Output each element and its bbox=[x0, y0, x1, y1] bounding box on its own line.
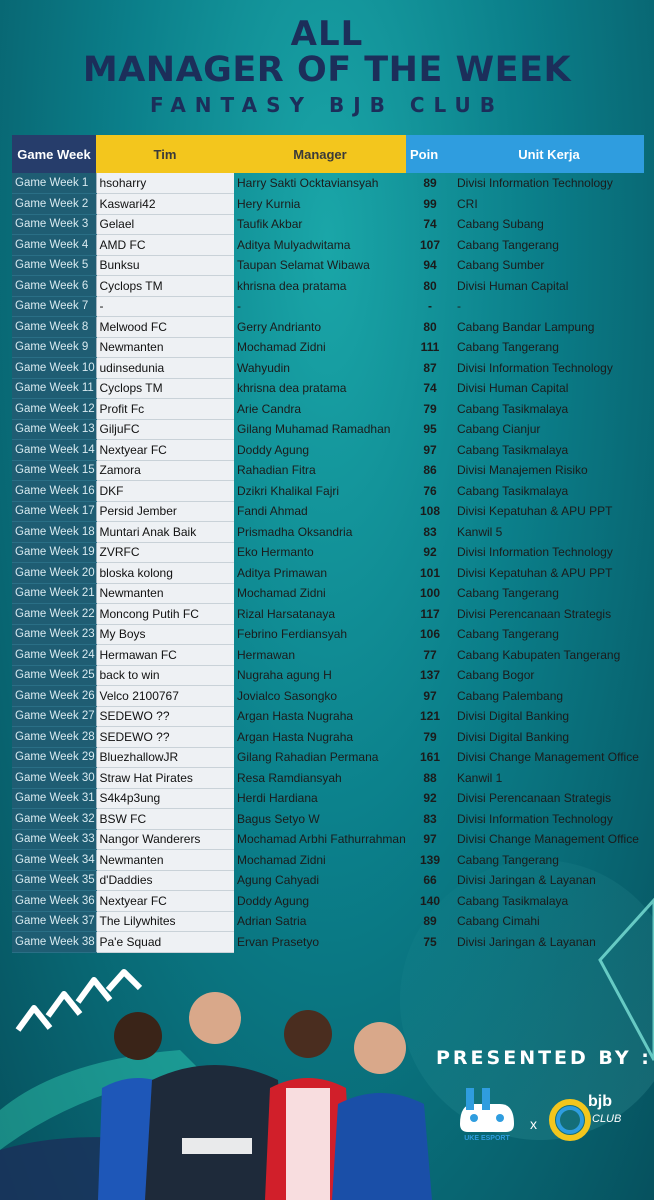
table-header-row bbox=[12, 135, 644, 173]
svg-text:bjb: bjb bbox=[588, 1093, 612, 1110]
team-cell: Newmanten bbox=[96, 337, 234, 358]
manager-cell: Aditya Mulyadwitama bbox=[237, 237, 351, 252]
manager-cell: Mochamad Zidni bbox=[237, 852, 326, 867]
game-week-cell: Game Week 18 bbox=[12, 522, 96, 543]
points-cell: 117 bbox=[420, 606, 440, 621]
game-week-cell: Game Week 4 bbox=[12, 235, 96, 256]
points-cell: - bbox=[428, 299, 432, 314]
team-cell: Pa'e Squad bbox=[96, 932, 234, 953]
team-cell: GiljuFC bbox=[96, 419, 234, 440]
column-header-poin: Poin bbox=[406, 135, 454, 173]
points-cell: 106 bbox=[419, 627, 441, 642]
unit-kerja-cell: Divisi Information Technology bbox=[457, 176, 613, 191]
team-cell: AMD FC bbox=[96, 235, 234, 256]
points-cell: 76 bbox=[423, 483, 437, 498]
game-week-cell: Game Week 23 bbox=[12, 624, 96, 645]
unit-kerja-cell: Cabang Tangerang bbox=[457, 237, 559, 252]
team-cell: BluezhallowJR bbox=[96, 747, 234, 768]
team-cell: - bbox=[96, 296, 234, 317]
team-cell: Velco 2100767 bbox=[96, 686, 234, 707]
manager-cell: Eko Hermanto bbox=[237, 545, 314, 560]
unit-kerja-cell: Cabang Cianjur bbox=[457, 422, 541, 437]
manager-cell: khrisna dea pratama bbox=[237, 381, 347, 396]
team-cell: Persid Jember bbox=[96, 501, 234, 522]
presented-by-label: PRESENTED BY : bbox=[436, 1047, 652, 1069]
game-week-cell: Game Week 3 bbox=[12, 214, 96, 235]
unit-kerja-cell: Cabang Tasikmalaya bbox=[457, 483, 569, 498]
points-cell: 94 bbox=[423, 258, 437, 273]
team-cell: Cyclops TM bbox=[96, 378, 234, 399]
table-row bbox=[12, 214, 644, 235]
manager-cell: Gilang Muhamad Ramadhan bbox=[237, 422, 391, 437]
game-week-cell: Game Week 7 bbox=[12, 296, 96, 317]
manager-cell: Doddy Agung bbox=[237, 893, 310, 908]
manager-cell: Rahadian Fitra bbox=[237, 463, 316, 478]
manager-cell: Hermawan bbox=[237, 647, 296, 662]
manager-cell: Taufik Akbar bbox=[237, 217, 303, 232]
team-cell: Nextyear FC bbox=[96, 440, 234, 461]
manager-cell: Gilang Rahadian Permana bbox=[237, 750, 379, 765]
unit-kerja-cell: Cabang Tangerang bbox=[457, 586, 559, 601]
table-row bbox=[12, 255, 644, 276]
table-row bbox=[12, 686, 644, 707]
manager-cell: Prismadha Oksandria bbox=[237, 524, 353, 539]
table-row bbox=[12, 276, 644, 297]
game-week-cell: Game Week 27 bbox=[12, 706, 96, 727]
table-row bbox=[12, 788, 644, 809]
points-cell: 97 bbox=[423, 688, 437, 703]
game-week-cell: Game Week 14 bbox=[12, 440, 96, 461]
manager-cell: Mochamad Zidni bbox=[237, 340, 326, 355]
game-week-cell: Game Week 2 bbox=[12, 194, 96, 215]
team-cell: bloska kolong bbox=[96, 563, 234, 584]
points-cell: 97 bbox=[423, 442, 437, 457]
unit-kerja-cell: Divisi Information Technology bbox=[457, 360, 613, 375]
unit-kerja-cell: Cabang Bandar Lampung bbox=[457, 319, 595, 334]
manager-cell: Jovialco Sasongko bbox=[237, 688, 338, 703]
table-row bbox=[12, 563, 644, 584]
game-week-cell: Game Week 34 bbox=[12, 850, 96, 871]
points-cell: 108 bbox=[419, 504, 441, 519]
manager-cell: Arie Candra bbox=[237, 401, 302, 416]
manager-cell: Mochamad Arbhi Fathurrahman bbox=[237, 832, 406, 847]
table-row bbox=[12, 624, 644, 645]
unit-kerja-cell: Cabang Kabupaten Tangerang bbox=[457, 647, 621, 662]
points-cell: 83 bbox=[423, 811, 437, 826]
team-cell: Newmanten bbox=[96, 850, 234, 871]
table-row bbox=[12, 460, 644, 481]
game-week-cell: Game Week 29 bbox=[12, 747, 96, 768]
table-row bbox=[12, 194, 644, 215]
column-header-game-week: Game Week bbox=[12, 135, 96, 173]
manager-cell: Fandi Ahmad bbox=[237, 504, 308, 519]
team-cell: BSW FC bbox=[96, 809, 234, 830]
team-cell: ZVRFC bbox=[96, 542, 234, 563]
team-cell: Newmanten bbox=[96, 583, 234, 604]
team-cell: Zamora bbox=[96, 460, 234, 481]
points-cell: 80 bbox=[423, 278, 437, 293]
manager-cell: Ervan Prasetyo bbox=[237, 934, 320, 949]
unit-kerja-cell: Kanwil 5 bbox=[457, 524, 503, 539]
manager-cell: Nugraha agung H bbox=[237, 668, 332, 683]
unit-kerja-cell: Divisi Perencanaan Strategis bbox=[457, 791, 612, 806]
team-cell: The Lilywhites bbox=[96, 911, 234, 932]
points-cell: 97 bbox=[423, 832, 437, 847]
table-row bbox=[12, 419, 644, 440]
points-cell: 89 bbox=[423, 914, 437, 929]
svg-text:UKE ESPORT: UKE ESPORT bbox=[464, 1135, 510, 1142]
table-row bbox=[12, 747, 644, 768]
unit-kerja-cell: Divisi Jaringan & Layanan bbox=[457, 873, 596, 888]
team-cell: My Boys bbox=[96, 624, 234, 645]
unit-kerja-cell: Divisi Change Management Office bbox=[457, 832, 639, 847]
manager-cell: Hery Kurnia bbox=[237, 196, 301, 211]
game-week-cell: Game Week 9 bbox=[12, 337, 96, 358]
svg-text:CLUB: CLUB bbox=[592, 1113, 622, 1125]
game-week-cell: Game Week 26 bbox=[12, 686, 96, 707]
points-cell: 137 bbox=[419, 668, 441, 683]
points-cell: 75 bbox=[423, 934, 437, 949]
points-cell: 95 bbox=[423, 422, 437, 437]
unit-kerja-cell: Cabang Tangerang bbox=[457, 340, 559, 355]
manager-cell: Argan Hasta Nugraha bbox=[237, 709, 354, 724]
team-cell: Bunksu bbox=[96, 255, 234, 276]
points-cell: 79 bbox=[423, 401, 437, 416]
game-week-cell: Game Week 21 bbox=[12, 583, 96, 604]
points-cell: 77 bbox=[423, 647, 437, 662]
game-week-cell: Game Week 20 bbox=[12, 563, 96, 584]
points-cell: 99 bbox=[423, 196, 437, 211]
table-row bbox=[12, 501, 644, 522]
team-cell: Muntari Anak Baik bbox=[96, 522, 234, 543]
unit-kerja-cell: Kanwil 1 bbox=[457, 770, 503, 785]
game-week-cell: Game Week 25 bbox=[12, 665, 96, 686]
manager-cell: Adrian Satria bbox=[237, 914, 307, 929]
team-cell: Nextyear FC bbox=[96, 891, 234, 912]
column-header-manager: Manager bbox=[234, 135, 406, 173]
points-cell: 89 bbox=[423, 176, 437, 191]
team-cell: Hermawan FC bbox=[96, 645, 234, 666]
table-row bbox=[12, 665, 644, 686]
team-cell: SEDEWO ?? bbox=[96, 706, 234, 727]
uke-esport-logo bbox=[452, 1084, 522, 1142]
points-cell: 100 bbox=[419, 586, 441, 601]
points-cell: 74 bbox=[423, 217, 437, 232]
manager-cell: Gerry Andrianto bbox=[237, 319, 322, 334]
points-cell: 92 bbox=[423, 791, 437, 806]
game-week-cell: Game Week 37 bbox=[12, 911, 96, 932]
table-row bbox=[12, 399, 644, 420]
table-row bbox=[12, 337, 644, 358]
page-title: MANAGER OF THE WEEK bbox=[82, 50, 572, 90]
team-cell: udinsedunia bbox=[96, 358, 234, 379]
game-week-cell: Game Week 16 bbox=[12, 481, 96, 502]
game-week-cell: Game Week 35 bbox=[12, 870, 96, 891]
game-week-cell: Game Week 12 bbox=[12, 399, 96, 420]
team-cell: SEDEWO ?? bbox=[96, 727, 234, 748]
game-week-cell: Game Week 28 bbox=[12, 727, 96, 748]
manager-cell: - bbox=[237, 299, 241, 314]
unit-kerja-cell: Divisi Kepatuhan & APU PPT bbox=[457, 565, 613, 580]
game-week-cell: Game Week 15 bbox=[12, 460, 96, 481]
unit-kerja-cell: Divisi Human Capital bbox=[457, 381, 569, 396]
unit-kerja-cell: Cabang Tangerang bbox=[457, 852, 559, 867]
manager-of-the-week-table bbox=[12, 135, 644, 953]
unit-kerja-cell: Cabang Palembang bbox=[457, 688, 564, 703]
unit-kerja-cell: Cabang Tangerang bbox=[457, 627, 559, 642]
points-cell: 79 bbox=[423, 729, 437, 744]
game-week-cell: Game Week 1 bbox=[12, 173, 96, 194]
table-row bbox=[12, 829, 644, 850]
title-all: ALL bbox=[290, 14, 364, 54]
table-row bbox=[12, 809, 644, 830]
team-cell: hsoharry bbox=[96, 173, 234, 194]
team-cell: Moncong Putih FC bbox=[96, 604, 234, 625]
manager-cell: Mochamad Zidni bbox=[237, 586, 326, 601]
table-row bbox=[12, 481, 644, 502]
unit-kerja-cell: Divisi Human Capital bbox=[457, 278, 569, 293]
unit-kerja-cell: Divisi Manajemen Risiko bbox=[457, 463, 588, 478]
unit-kerja-cell: Cabang Sumber bbox=[457, 258, 545, 273]
game-week-cell: Game Week 8 bbox=[12, 317, 96, 338]
game-week-cell: Game Week 31 bbox=[12, 788, 96, 809]
points-cell: 111 bbox=[420, 340, 440, 355]
points-cell: 88 bbox=[423, 770, 437, 785]
points-cell: 80 bbox=[423, 319, 437, 334]
unit-kerja-cell: Cabang Tasikmalaya bbox=[457, 442, 569, 457]
points-cell: 74 bbox=[423, 381, 437, 396]
manager-table-container bbox=[12, 135, 644, 953]
table-row bbox=[12, 645, 644, 666]
table-row bbox=[12, 932, 644, 953]
points-cell: 66 bbox=[423, 873, 437, 888]
manager-cell: Herdi Hardiana bbox=[237, 791, 318, 806]
unit-kerja-cell: Divisi Kepatuhan & APU PPT bbox=[457, 504, 613, 519]
team-cell: S4k4p3ung bbox=[96, 788, 234, 809]
table-body bbox=[12, 173, 644, 952]
unit-kerja-cell: Divisi Perencanaan Strategis bbox=[457, 606, 612, 621]
table-row bbox=[12, 440, 644, 461]
points-cell: 83 bbox=[423, 524, 437, 539]
game-week-cell: Game Week 32 bbox=[12, 809, 96, 830]
game-week-cell: Game Week 30 bbox=[12, 768, 96, 789]
table-row bbox=[12, 317, 644, 338]
table-row bbox=[12, 542, 644, 563]
points-cell: 139 bbox=[419, 852, 441, 867]
team-cell: Kaswari42 bbox=[96, 194, 234, 215]
column-header-tim: Tim bbox=[96, 135, 234, 173]
manager-cell: Argan Hasta Nugraha bbox=[237, 729, 354, 744]
unit-kerja-cell: Cabang Bogor bbox=[457, 668, 535, 683]
unit-kerja-cell: Cabang Cimahi bbox=[457, 914, 540, 929]
points-cell: 161 bbox=[419, 750, 441, 765]
unit-kerja-cell: - bbox=[457, 299, 461, 314]
game-week-cell: Game Week 19 bbox=[12, 542, 96, 563]
points-cell: 86 bbox=[423, 463, 437, 478]
team-cell: back to win bbox=[96, 665, 234, 686]
unit-kerja-cell: Cabang Tasikmalaya bbox=[457, 893, 569, 908]
unit-kerja-cell: Cabang Tasikmalaya bbox=[457, 401, 569, 416]
game-week-cell: Game Week 33 bbox=[12, 829, 96, 850]
game-week-cell: Game Week 38 bbox=[12, 932, 96, 953]
manager-cell: Resa Ramdiansyah bbox=[237, 770, 342, 785]
points-cell: 92 bbox=[423, 545, 437, 560]
manager-cell: khrisna dea pratama bbox=[237, 278, 347, 293]
game-week-cell: Game Week 36 bbox=[12, 891, 96, 912]
game-week-cell: Game Week 13 bbox=[12, 419, 96, 440]
table-row bbox=[12, 850, 644, 871]
table-row bbox=[12, 891, 644, 912]
team-cell: Nangor Wanderers bbox=[96, 829, 234, 850]
bjb-club-logo bbox=[548, 1086, 638, 1144]
manager-cell: Bagus Setyo W bbox=[237, 811, 320, 826]
points-cell: 121 bbox=[419, 709, 441, 724]
unit-kerja-cell: Divisi Information Technology bbox=[457, 545, 613, 560]
team-cell: d'Daddies bbox=[96, 870, 234, 891]
manager-cell: Febrino Ferdiansyah bbox=[237, 627, 348, 642]
manager-cell: Wahyudin bbox=[237, 360, 290, 375]
manager-cell: Rizal Harsatanaya bbox=[237, 606, 336, 621]
table-row bbox=[12, 727, 644, 748]
table-row bbox=[12, 604, 644, 625]
game-week-cell: Game Week 10 bbox=[12, 358, 96, 379]
page-subtitle: FANTASY BJB CLUB bbox=[149, 93, 505, 117]
table-row bbox=[12, 522, 644, 543]
table-row bbox=[12, 296, 644, 317]
table-row bbox=[12, 378, 644, 399]
team-cell: DKF bbox=[96, 481, 234, 502]
unit-kerja-cell: Cabang Subang bbox=[457, 217, 544, 232]
game-week-cell: Game Week 22 bbox=[12, 604, 96, 625]
unit-kerja-cell: Divisi Digital Banking bbox=[457, 729, 570, 744]
manager-cell: Agung Cahyadi bbox=[237, 873, 320, 888]
points-cell: 107 bbox=[419, 237, 441, 252]
game-week-cell: Game Week 11 bbox=[12, 378, 96, 399]
manager-cell: Dzikri Khalikal Fajri bbox=[237, 483, 340, 498]
column-header-unit-kerja: Unit Kerja bbox=[454, 135, 644, 173]
points-cell: 140 bbox=[419, 893, 441, 908]
football-players-image bbox=[90, 988, 440, 1200]
team-cell: Straw Hat Pirates bbox=[96, 768, 234, 789]
unit-kerja-cell: Divisi Change Management Office bbox=[457, 750, 639, 765]
manager-cell: Doddy Agung bbox=[237, 442, 310, 457]
points-cell: 87 bbox=[423, 360, 437, 375]
game-week-cell: Game Week 5 bbox=[12, 255, 96, 276]
table-row bbox=[12, 173, 644, 194]
manager-cell: Aditya Primawan bbox=[237, 565, 328, 580]
unit-kerja-cell: Divisi Information Technology bbox=[457, 811, 613, 826]
team-cell: Melwood FC bbox=[96, 317, 234, 338]
team-cell: Profit Fc bbox=[96, 399, 234, 420]
team-cell: Gelael bbox=[96, 214, 234, 235]
points-cell: 101 bbox=[419, 565, 441, 580]
table-row bbox=[12, 911, 644, 932]
table-row bbox=[12, 768, 644, 789]
table-row bbox=[12, 358, 644, 379]
unit-kerja-cell: Divisi Jaringan & Layanan bbox=[457, 934, 596, 949]
table-row bbox=[12, 235, 644, 256]
game-week-cell: Game Week 6 bbox=[12, 276, 96, 297]
team-cell: Cyclops TM bbox=[96, 276, 234, 297]
table-row bbox=[12, 583, 644, 604]
manager-cell: Taupan Selamat Wibawa bbox=[237, 258, 370, 273]
unit-kerja-cell: CRI bbox=[457, 196, 478, 211]
table-row bbox=[12, 706, 644, 727]
manager-cell: Harry Sakti Ocktaviansyah bbox=[237, 176, 379, 191]
table-row bbox=[12, 870, 644, 891]
game-week-cell: Game Week 24 bbox=[12, 645, 96, 666]
game-week-cell: Game Week 17 bbox=[12, 501, 96, 522]
unit-kerja-cell: Divisi Digital Banking bbox=[457, 709, 570, 724]
logo-separator-x: x bbox=[530, 1116, 537, 1132]
